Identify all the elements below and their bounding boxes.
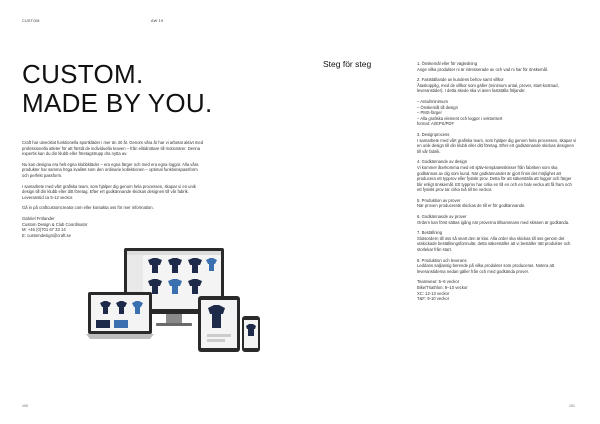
- step-title: 2. Fastställande av kundens behov samt villkor: [417, 77, 504, 83]
- lead-time-item: Bike/Triathlon: 8–10 veckor: [417, 285, 468, 290]
- lead-times: [417, 279, 577, 301]
- step-5: [417, 198, 577, 209]
- step-text: Åtaskopplig, med de villkor som gäller (minimum antal, prover, start-kostnad, leveranstider). I detta skede ska vi även fastställa följande:: [417, 82, 559, 94]
- lead-time-item: Teamwear: 5–6 veckor: [417, 279, 460, 285]
- list-item: – Alla grafiska element och loggor i vektorisert: [417, 115, 503, 121]
- lead-time-item: XC: 12-13 veckor: [417, 290, 450, 296]
- list-item: format: AI/EPS/PDF: [417, 121, 455, 127]
- laptop-device: [86, 292, 154, 339]
- headline-line-1: CUSTOM.: [22, 59, 144, 89]
- step-6: [417, 214, 577, 225]
- lead-time-item: T&F: 9-10 veckor: [417, 296, 450, 302]
- step-title: 7. Beställning: [417, 230, 443, 236]
- devices-illustration: [86, 248, 262, 360]
- step-2: [417, 77, 577, 94]
- step-title: 8. Produktion och leverans: [417, 257, 467, 263]
- page-number-right: 101: [569, 404, 575, 408]
- step-4: [417, 159, 577, 193]
- step-text: Vi kommer återkomma med ett själv-templatesskisser från fabriken som ska godkännas av dig som kund. När godkännandet är gjort finns det möjlighet att producera ett typprov eller fysiskt prov. Detta för att säkerställa att loggor och färger blir enligt önskemål. Ett typprov har cirka en till en och en halv vecka att få fram och ett fysiskt prov tar cirka två till tre veckor.: [417, 164, 572, 193]
- contact-role: Custom Design & Club Coordinator: [22, 221, 88, 227]
- step-7: [417, 230, 577, 252]
- step-3: [417, 132, 577, 154]
- step-text: I samarbete med vårt grafiska team, som hjälper dig genom hela processen, skapar vi en unik design till din klubb eller ditt företag. Efter ert godkännande skickas designen till vår fabrik.: [417, 137, 577, 154]
- steps-list: [417, 61, 577, 302]
- intro-paragraph: Gå in på craftcustomcreator.com eller kontakta oss för mer information.: [22, 205, 154, 211]
- header-season-label: AW 19: [151, 19, 164, 23]
- requirements-list: [417, 99, 577, 127]
- step-title: 1. Önskemål eller för vägledning: [417, 61, 478, 66]
- step-text: När proven producerats skickas de till er för godkännande.: [417, 203, 526, 209]
- intro-text: [22, 140, 204, 238]
- steps-title: Steg för steg: [323, 59, 372, 69]
- step-1: [417, 61, 577, 72]
- step-title: 3. Designprocess: [417, 131, 450, 137]
- contact-name: Gabriel Frölander: [22, 215, 55, 221]
- list-item: – PMS-färger: [417, 110, 442, 116]
- page-number-left: 100: [22, 404, 28, 408]
- step-text: Slutsordern till oss så snart den är klar. Alla order ska skickas till oss genom det utskickade beställningsformulär, detta säkerställer att vi beställer rätt produkter och storlekar från start.: [417, 235, 571, 253]
- tablet-device: [198, 296, 240, 352]
- contact-phone: M: +46 (0)701 67 33 14: [22, 227, 66, 233]
- intro-paragraph: Craft har utvecklat funktionella sportkläder i mer än 30 år. Genom våra år har vi arbetat aktivt med professionella atleter för att förstå de individuella kraven – från elitidrottare till motionärer. Denna expertis kan du din klubb eller företagstrupp dra nytta av.: [22, 140, 204, 157]
- step-title: 5. Produktion av prover: [417, 197, 461, 203]
- list-item: – Antal/minimum: [417, 98, 448, 104]
- headline-line-2: MADE BY YOU.: [22, 88, 213, 118]
- page-headline: [22, 60, 252, 118]
- list-item: – Önskemål till design: [417, 104, 458, 110]
- step-text: Ordern kan först sättas igång när proverna tillsammans med skissen är godkända.: [417, 219, 570, 225]
- contact-email: E: customdesign@craft.se: [22, 232, 71, 238]
- header-left-label: CUSTOM: [22, 19, 40, 23]
- step-title: 6. Godkännande av prover: [417, 214, 467, 220]
- phone-device: [242, 316, 260, 352]
- step-text: Ange vilka produkter ni är intresserade av och vad ni har för önskemål.: [417, 66, 549, 72]
- intro-paragraph: Nu kan designa era helt egna klubbkläder – era egna färger och med era egna loggor. Alla våra produkter har samma höga kvalitet som den ordinarie kollektionen – optimal funktionspassform och perfekt passform.: [22, 161, 199, 178]
- intro-paragraph: I samarbete med vårt grafiska team, som hjälper dig genom hela processen, skapar vi en unik design till din klubb eller ditt företag. Efter ert godkännande skickas designen till vår fabrik. Leveranstid ca 5-12 veckor.: [22, 183, 196, 200]
- step-title: 4. Godkännande av design: [417, 159, 468, 165]
- step-8: [417, 258, 577, 275]
- step-text: Leddans saljlansig berende på vilka produkter som produceras. Notera att leveranstiderna nedan gäller från och med godkända prover.: [417, 263, 555, 274]
